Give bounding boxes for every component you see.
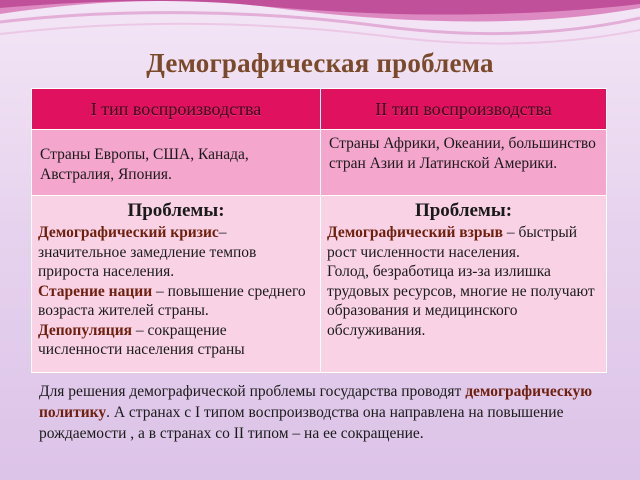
header-type-2: II тип воспроизводства xyxy=(320,89,606,129)
problem-text: – повышение среднего возраста жителей страны. xyxy=(38,282,306,319)
problem-text: – быстрый рост численности населения. xyxy=(327,224,578,261)
countries-type-1: Страны Европы, США, Канада, Австралия, Япония. xyxy=(32,129,320,195)
problem-item xyxy=(38,321,314,360)
problem-extra-text: Голод, безработица из-за излишка трудовых ресурсов, многие не получают образования и медицинского обслуживания. xyxy=(327,263,595,339)
problem-term: Демографический кризис xyxy=(38,224,219,241)
problems-type-2 xyxy=(320,195,606,372)
problem-item xyxy=(38,223,314,282)
problem-item xyxy=(327,223,600,262)
footer-text-before: Для решения демографической проблемы государства проводят xyxy=(39,383,466,400)
footer-text-after: . А странах с I типом воспроизводства она направлена на повышение рождаемости , а в странах со II типом – на ее сокращение. xyxy=(39,404,564,442)
problem-text: – значительное замедление темпов прироста населения. xyxy=(38,224,257,280)
header-type-1: I тип воспроизводства xyxy=(32,89,320,129)
problems-title-left: Проблемы: xyxy=(127,200,225,221)
reproduction-types-table xyxy=(31,88,607,373)
problems-title-right: Проблемы: xyxy=(414,200,513,221)
problem-term: Демографический взрыв xyxy=(327,224,503,241)
problem-text: – сокращение численности населения страны xyxy=(38,321,245,358)
footer-policy-term: демографическую политику xyxy=(39,383,593,421)
problem-item xyxy=(38,282,314,321)
problems-type-1 xyxy=(32,195,320,372)
problem-term: Старение нации xyxy=(38,282,153,300)
countries-type-2: Страны Африки, Океании, большинство стран Азии и Латинской Америки. xyxy=(320,129,606,195)
page-title: Демографическая проблема xyxy=(146,48,494,78)
problem-term: Депопуляция xyxy=(38,321,133,339)
footer-paragraph xyxy=(39,381,609,444)
